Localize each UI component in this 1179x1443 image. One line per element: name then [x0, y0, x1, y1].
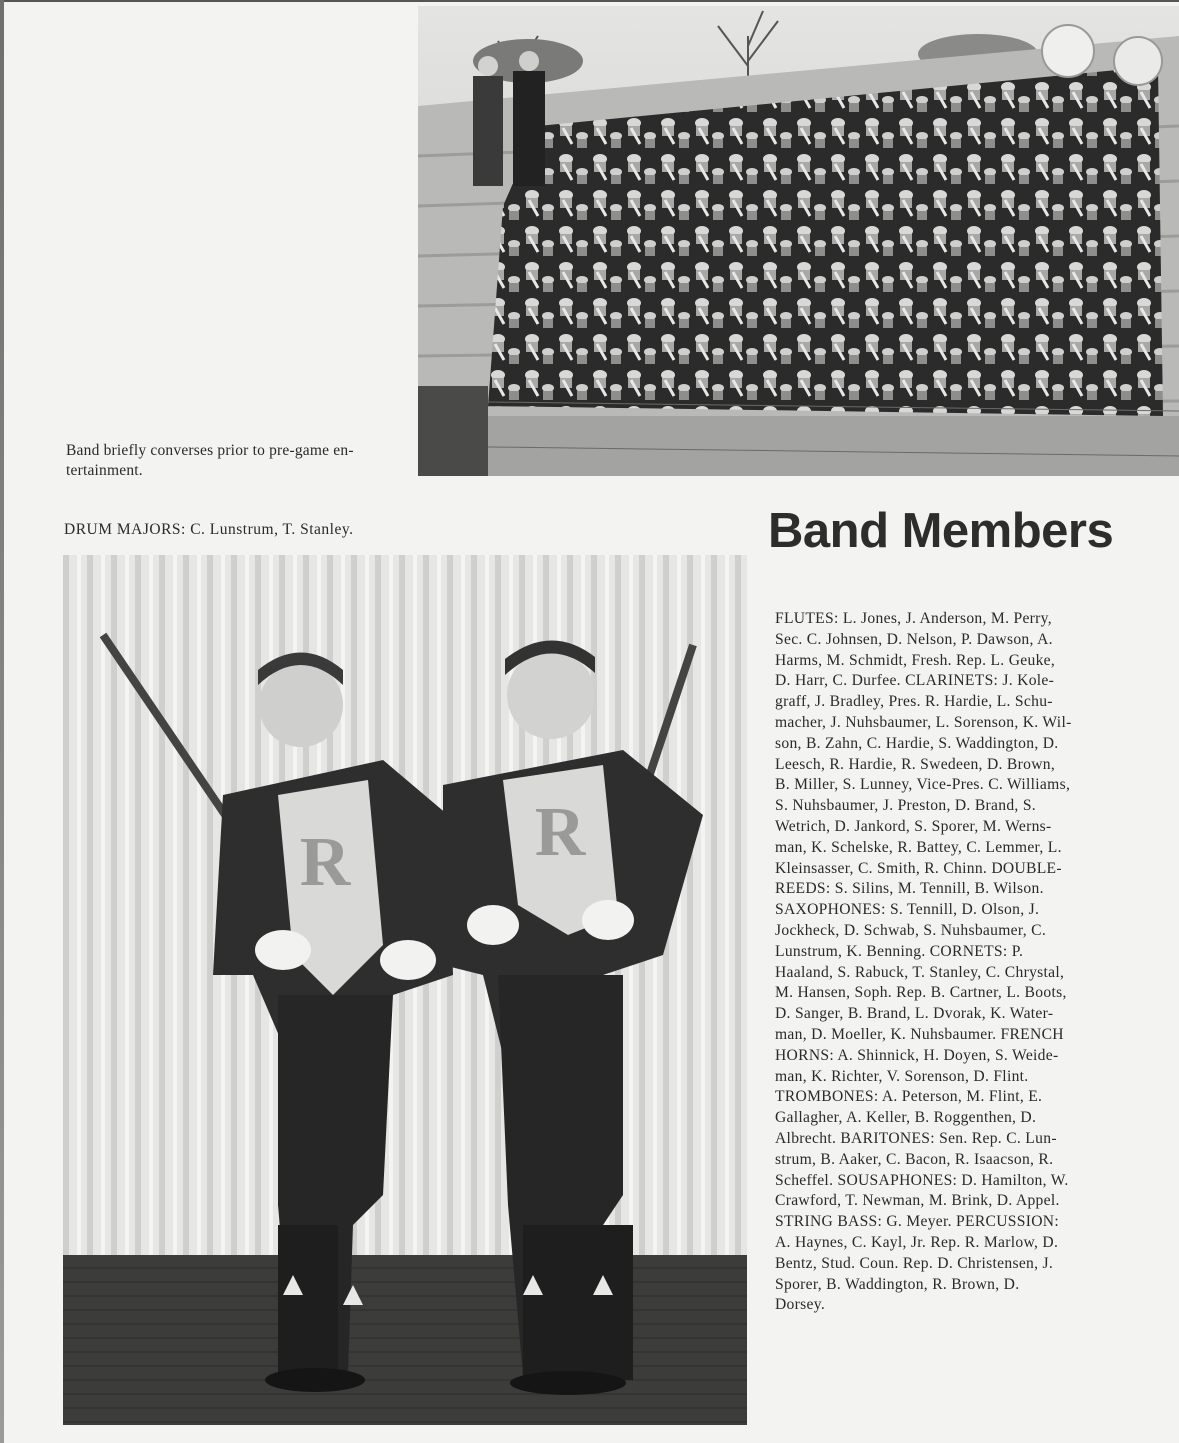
roster-line: Lunstrum, K. Benning. CORNETS: P.	[775, 942, 1024, 960]
band-members-roster	[775, 609, 1105, 1316]
roster-line: STRING BASS: G. Meyer. PERCUSSION:	[775, 1213, 1059, 1231]
roster-line: Sporer, B. Waddington, R. Brown, D.	[775, 1275, 1020, 1293]
band-caption-line: tertainment.	[66, 462, 143, 479]
roster-line: Bentz, Stud. Coun. Rep. D. Christensen, J.	[775, 1254, 1054, 1272]
drum-majors-illustration	[63, 555, 747, 1425]
roster-line: Albrecht. BARITONES: Sen. Rep. C. Lun-	[775, 1129, 1057, 1147]
roster-line: Harms, M. Schmidt, Fresh. Rep. L. Geuke,	[775, 651, 1056, 669]
roster-line: Crawford, T. Newman, M. Brink, D. Appel.	[775, 1192, 1060, 1210]
roster-line: REEDS: S. Silins, M. Tennill, B. Wilson.	[775, 880, 1044, 898]
roster-line: Gallagher, A. Keller, B. Roggenthen, D.	[775, 1109, 1037, 1127]
page-title: Band Members	[768, 504, 1114, 558]
drum-majors-caption: DRUM MAJORS: C. Lunstrum, T. Stanley.	[64, 521, 354, 538]
roster-line: D. Sanger, B. Brand, L. Dvorak, K. Water-	[775, 1005, 1054, 1023]
roster-line: graff, J. Bradley, Pres. R. Hardie, L. Schu-	[775, 693, 1053, 711]
band-caption-line: Band briefly converses prior to pre-game en-	[66, 442, 354, 459]
roster-line: B. Miller, S. Lunney, Vice-Pres. C. Williams,	[775, 776, 1071, 794]
roster-line: Scheffel. SOUSAPHONES: D. Hamilton, W.	[775, 1171, 1069, 1189]
page-top-edge	[0, 0, 1179, 2]
roster-line: man, D. Moeller, K. Nuhsbaumer. FRENCH	[775, 1025, 1064, 1043]
roster-line: D. Harr, C. Durfee. CLARINETS: J. Kole-	[775, 672, 1055, 690]
roster-line: man, K. Richter, V. Sorenson, D. Flint.	[775, 1067, 1029, 1085]
roster-line: Kleinsasser, C. Smith, R. Chinn. DOUBLE-	[775, 859, 1062, 877]
svg-text:R: R	[299, 824, 351, 901]
roster-line: strum, B. Aaker, C. Bacon, R. Isaacson, R.	[775, 1150, 1054, 1168]
roster-line: Dorsey.	[775, 1296, 826, 1314]
roster-line: macher, J. Nuhsbaumer, L. Sorenson, K. Wil-	[775, 713, 1072, 731]
page-left-edge	[0, 0, 4, 1443]
roster-line: S. Nuhsbaumer, J. Preston, D. Brand, S.	[775, 797, 1037, 815]
roster-line: FLUTES: L. Jones, J. Anderson, M. Perry,	[775, 610, 1052, 627]
band-photo-caption	[66, 441, 396, 481]
drum-majors-photo	[63, 555, 747, 1425]
roster-line: SAXOPHONES: S. Tennill, D. Olson, J.	[775, 901, 1040, 919]
roster-line: man, K. Schelske, R. Battey, C. Lemmer, L.	[775, 838, 1062, 856]
roster-line: son, B. Zahn, C. Hardie, S. Waddington, D.	[775, 734, 1059, 752]
roster-line: Jockheck, D. Schwab, S. Nuhsbaumer, C.	[775, 921, 1047, 939]
roster-line: Wetrich, D. Jankord, S. Sporer, M. Werns-	[775, 817, 1052, 835]
svg-text:R: R	[534, 794, 586, 871]
band-bleachers-illustration	[418, 6, 1179, 476]
roster-line: TROMBONES: A. Peterson, M. Flint, E.	[775, 1088, 1043, 1106]
roster-line: M. Hansen, Soph. Rep. B. Cartner, L. Boots,	[775, 984, 1067, 1002]
roster-line: Sec. C. Johnsen, D. Nelson, P. Dawson, A.	[775, 630, 1053, 648]
roster-line: A. Haynes, C. Kayl, Jr. Rep. R. Marlow, D.	[775, 1233, 1059, 1251]
roster-line: Leesch, R. Hardie, R. Swedeen, D. Brown,	[775, 755, 1056, 773]
roster-line: Haaland, S. Rabuck, T. Stanley, C. Chrystal,	[775, 963, 1065, 981]
band-bleachers-photo	[418, 6, 1179, 476]
roster-line: HORNS: A. Shinnick, H. Doyen, S. Weide-	[775, 1046, 1059, 1064]
